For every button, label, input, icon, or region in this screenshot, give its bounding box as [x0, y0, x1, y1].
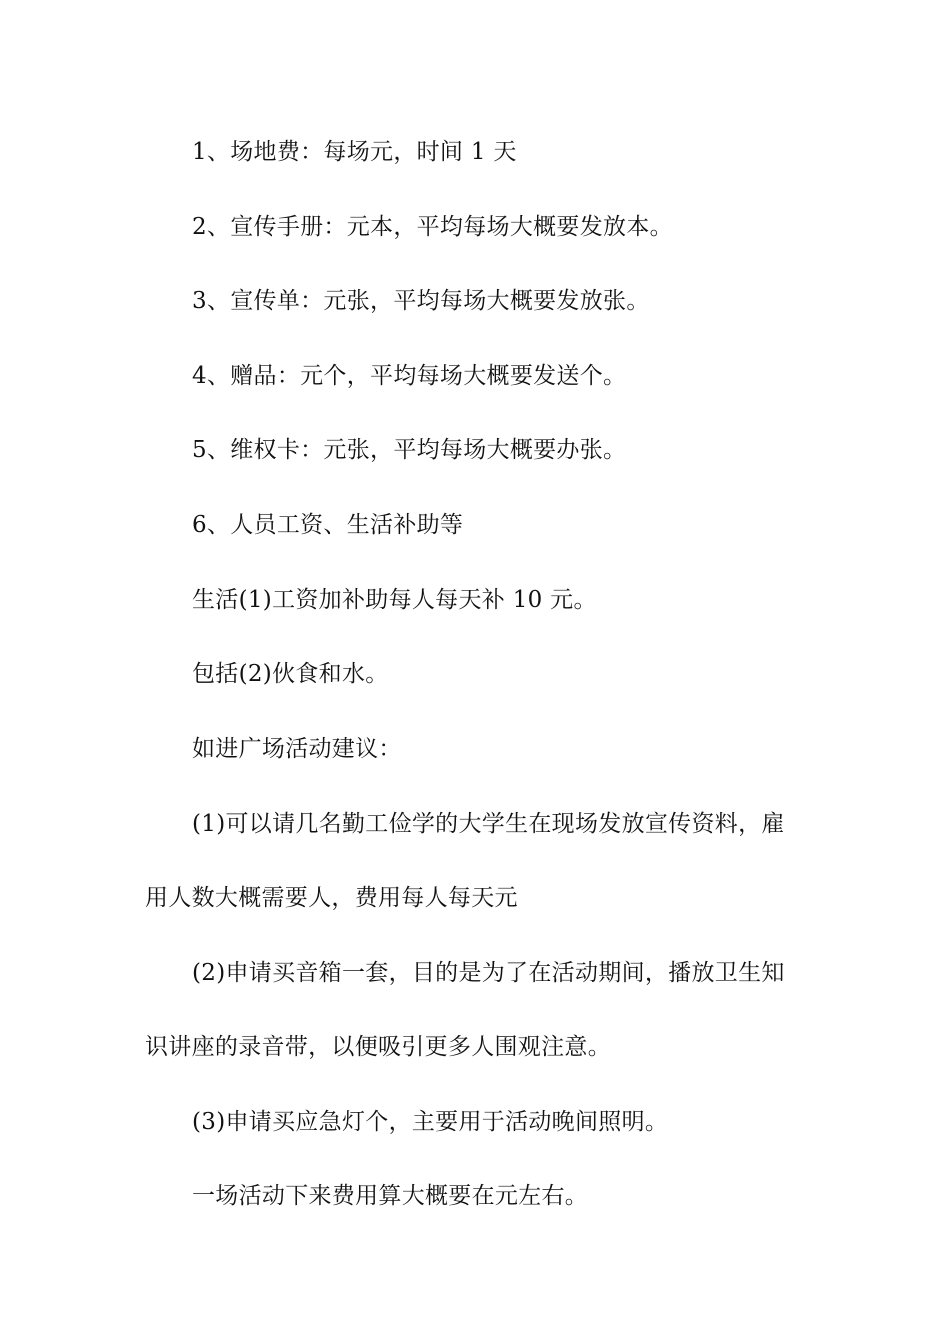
- staff-wage-line: 6、人员工资、生活补助等: [192, 512, 464, 538]
- rights-card-line: 5、维权卡：元张，平均每场大概要办张。: [192, 437, 627, 463]
- suggestion-2-line-b: 识讲座的录音带，以便吸引更多人围观注意。: [145, 1034, 611, 1060]
- square-activity-heading: 如进广场活动建议：: [192, 736, 402, 762]
- suggestion-2-line-a: (2)申请买音箱一套，目的是为了在活动期间，播放卫生知: [192, 960, 785, 986]
- brochure-line: 2、宣传手册：元本，平均每场大概要发放本。: [192, 214, 673, 240]
- gift-line: 4、赠品：元个，平均每场大概要发送个。: [192, 363, 627, 389]
- total-cost-line: 一场活动下来费用算大概要在元左右。: [192, 1183, 589, 1209]
- flyer-line: 3、宣传单：元张，平均每场大概要发放张。: [192, 288, 650, 314]
- suggestion-1-line-a: (1)可以请几名勤工俭学的大学生在现场发放宣传资料，雇: [192, 811, 785, 837]
- living-allowance-line: 生活(1)工资加补助每人每天补 10 元。: [192, 587, 597, 613]
- venue-fee-line: 1、场地费：每场元，时间 1 天: [192, 139, 517, 165]
- food-water-line: 包括(2)伙食和水。: [192, 661, 389, 687]
- suggestion-1-line-b: 用人数大概需要人，费用每人每天元: [145, 885, 518, 911]
- suggestion-3-line: (3)申请买应急灯个，主要用于活动晚间照明。: [192, 1109, 669, 1135]
